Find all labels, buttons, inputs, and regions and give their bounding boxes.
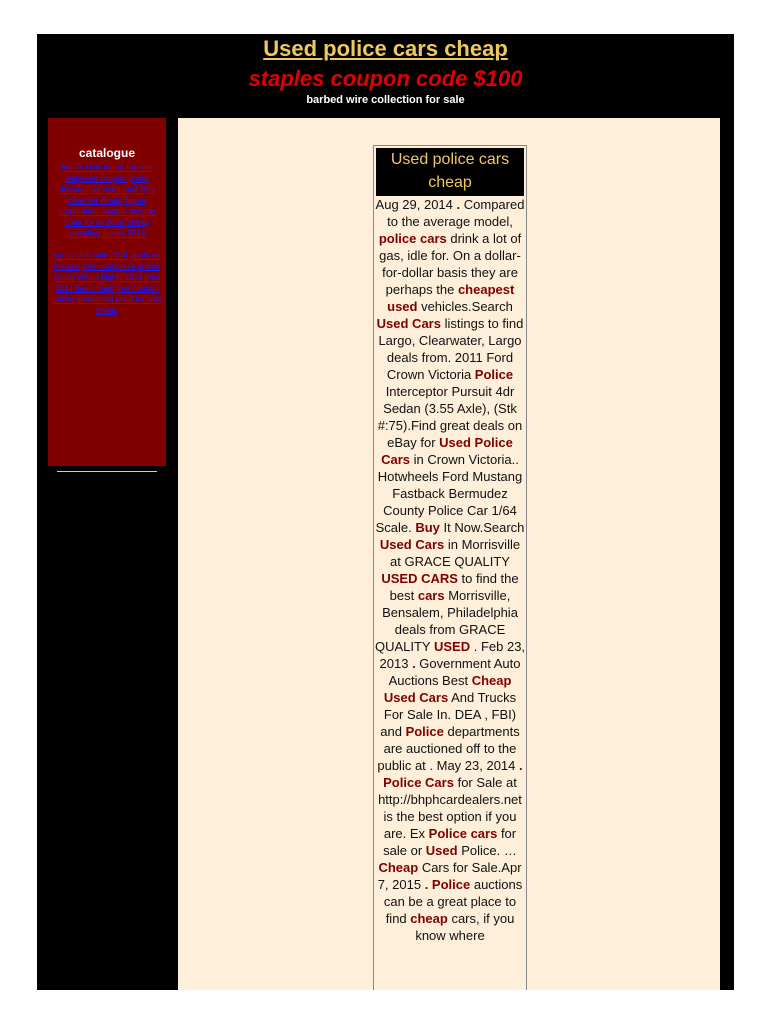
sidebar-link[interactable]: deals on the real (53, 251, 161, 271)
article-text: to find the best (389, 571, 519, 603)
article-text: for Sale at http://bhphcardealers.net is the best option if you are. Ex (378, 775, 522, 841)
article-keyword: Buy (415, 520, 440, 535)
article-text: in Crown Victoria.. Hotwheels Ford Mustang Fastback Bermudez County Police Car 1/64 Scale. (375, 452, 523, 535)
article-text: And Trucks For Sale In. DEA , FBI) and (380, 690, 517, 739)
article-box (373, 145, 527, 990)
article-keyword: cheap (410, 911, 448, 926)
article-text: Aug 29, 2014 (375, 197, 457, 212)
article-text: Morrisville, Bensalem, Philadelphia deals from GRACE QUALITY (374, 588, 518, 654)
article-text: vehicles.Search (417, 299, 513, 314)
page-tagline: barbed wire collection for sale (306, 94, 465, 106)
article-title: Used police cars cheap (376, 148, 524, 196)
sidebar-link[interactable]: food 2014 deal cheap (55, 273, 161, 293)
sidebar-link-list (48, 162, 166, 316)
sidebar-link[interactable]: coupon code for all stubs (64, 207, 156, 227)
sidebar-link[interactable]: dreamcast used for sale cheap (76, 295, 162, 315)
sidebar-link[interactable]: free coupon online (52, 284, 159, 304)
article-keyword: USED (433, 639, 471, 654)
article-keyword: . (456, 197, 461, 212)
sidebar-heading: catalogue (78, 146, 135, 160)
sidebar-link[interactable]: walgreen coupon photo (65, 174, 149, 183)
page-title[interactable]: Used police cars cheap (263, 36, 508, 61)
article-keyword: Police (474, 367, 514, 382)
article-keyword: . Police Cars (383, 758, 523, 790)
article-keyword: . Police (424, 877, 471, 892)
article-keyword: Police cars (428, 826, 498, 841)
page-subtitle: staples coupon code $100 (248, 66, 523, 91)
sidebar-catalogue (48, 118, 166, 466)
article-keyword: Police (405, 724, 444, 739)
article-text: listings to find Largo, Clearwater, Largo deals from. 2011 Ford Crown Victoria (378, 316, 524, 382)
article-text: Cars for Sale.Apr 7, 2015 (377, 860, 522, 892)
article-keyword: Used Cars (376, 316, 441, 331)
article-text: cars, if you know where (415, 911, 515, 943)
article-keyword: Used Police Cars (381, 435, 513, 467)
article-text: It Now.Search (439, 520, 525, 535)
article-keyword: police cars (378, 231, 447, 246)
article-text: departments are auctioned off to the public at . May 23, 2014 (377, 724, 520, 773)
article-body (374, 196, 526, 944)
article-text: Government Auto Auctions Best (388, 656, 521, 688)
article-keyword: Cheap Used Cars (383, 673, 512, 705)
sidebar-link[interactable]: cheap wrestling tickets 2014 (68, 218, 150, 238)
article-keyword: cars (417, 588, 445, 603)
article-text: auctions can be a great place to find (383, 877, 523, 926)
article-keyword: . (412, 656, 416, 671)
main-content (178, 118, 720, 990)
article-keyword: Used (425, 843, 458, 858)
article-keyword: cheapest used (387, 282, 515, 314)
sidebar-link[interactable]: free coupon vs promo codes (53, 262, 161, 282)
article-text: for sale or (383, 826, 517, 858)
sidebar-link[interactable]: sam's club sale 2014 (53, 251, 128, 260)
page-frame (37, 34, 734, 990)
sidebar-divider (57, 471, 157, 472)
article-text: drink a lot of gas, idle for. On a dollar-for-dollar basis they are perhaps the (379, 231, 522, 297)
sidebar-link[interactable]: honda civic tourer for sale (61, 163, 153, 172)
sidebar-link[interactable]: sigma corporation coupon (58, 196, 146, 216)
article-keyword: Used Cars (379, 537, 445, 552)
sidebar-link[interactable]: discount ski hotel (58, 185, 121, 194)
article-text: Interceptor Pursuit 4dr Sedan (3.55 Axle), (Stk #:75).Find great deals on eBay for (377, 384, 523, 450)
article-text: . Feb 23, 2013 (379, 639, 526, 671)
article-keyword: USED CARS (381, 571, 458, 586)
article-text: Police. … (457, 843, 517, 858)
sidebar-link[interactable]: mp3 light crawl for cheap (68, 185, 156, 205)
article-keyword: Cheap (378, 860, 419, 875)
sidebar-link[interactable]: cheap flights 2014 (77, 273, 143, 282)
article-text: in Morrisville at GRACE QUALITY (390, 537, 521, 569)
article-text: Compared to the average model, (387, 197, 525, 229)
